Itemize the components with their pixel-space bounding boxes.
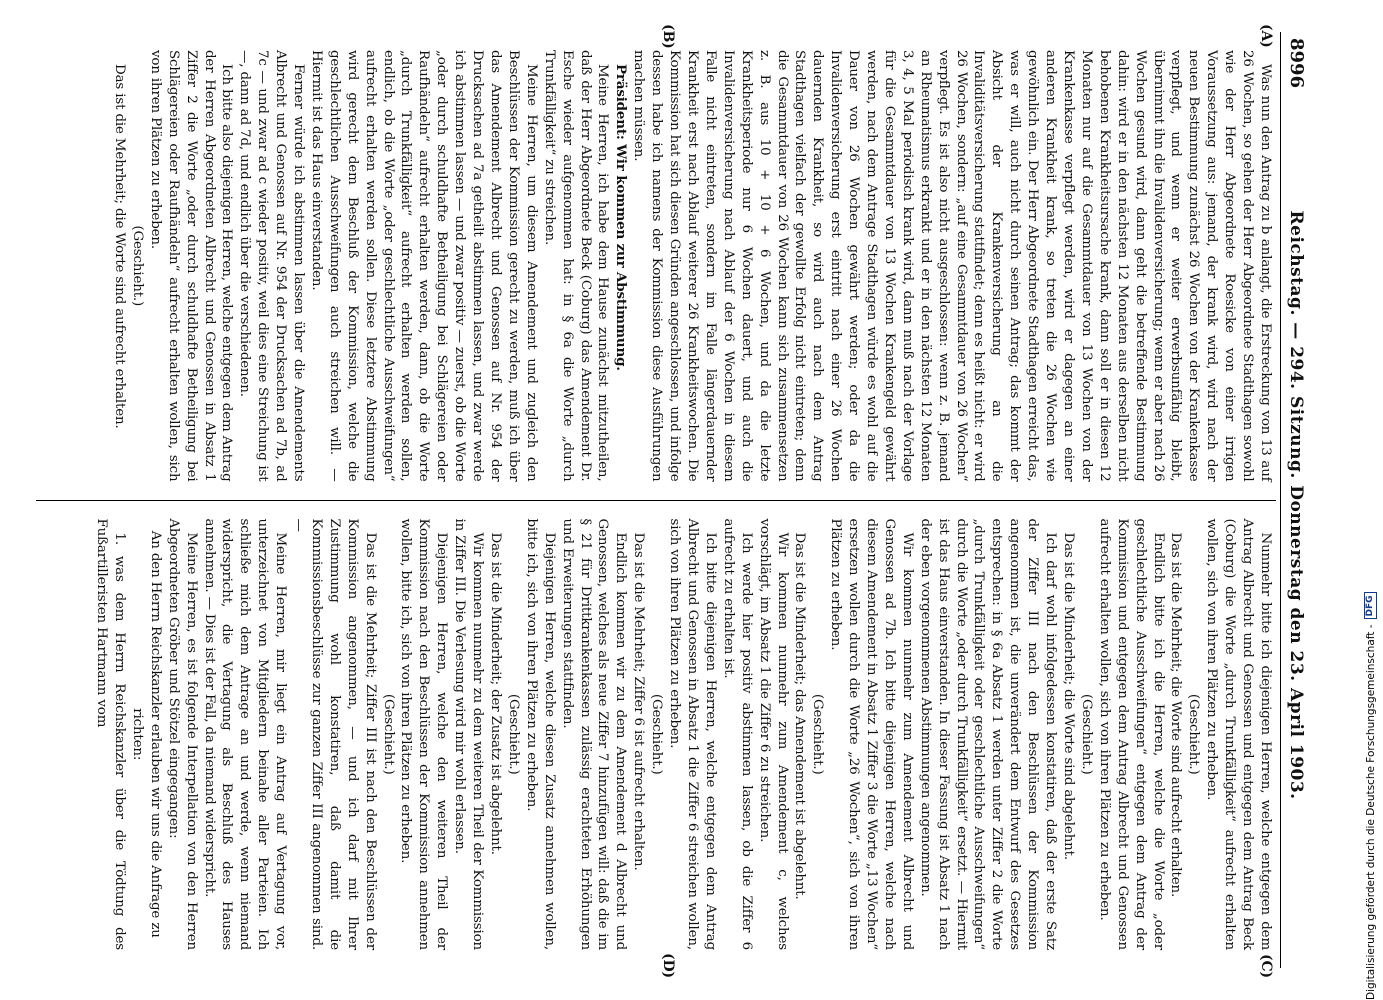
paragraph: Das ist die Mehrheit; die Worte sind aufrecht erhalten. [1168,532,1184,898]
paragraph: Was nun den Antrag zu b anlangt, die Erstreckung von 13 auf 26 Wochen, so gehen der Herr Abgeordnete Stadthagen sowohl wie der Herr Abgeordnete Roesicke von einer irrigen Voraussetzung aus: jemand, der krank wird, wird nach der neuen Bestimmung zunächst 26 Wochen von der Krankenkasse verpflegt, und wenn er weiter erwerbsunfähig bleibt, übernimmt ihn die Invalidenversicherung; wenn er aber nach 26 Wochen gesund wird, dann geht die betreffende Bestimmung dahin: wird er in den nächsten 12 Monaten aus derselben nicht behobenen Krankheitsursache krank, dann soll er in diesen 12 Monaten nur auf die Gesammtdauer von 13 Wochen von der Krankenkasse verpflegt werden, wird er dagegen an einer anderen Krankheit krank, so treten die 26 Wochen wie gewöhnlich ein. Der Herr Abgeordnete Stadthagen erreicht das, was er will, auch nicht durch seinen Antrag; das kommt der Absicht der Krankenversicherung an die Invaliditätsversicherung stattfindet; denn es heißt nicht: er wird 26 Wochen, sondern: „auf eine Gesammtdauer von 26 Wochen“ verpflegt. Es ist also nicht ausgeschlossen: wenn z. B. jemand an Rheumatismus erkrankt und er in den nächsten 12 Monaten 3, 4, 5 Mal periodisch krank wird, dann muß nach der Vorlage für die Gesammtdauer von 13 Wochen Krankengeld gewährt werden, nach dem Antrage Stadthagen würde es wohl auf die Dauer von 26 Wochen gewährt werden; oder da die Invalidenversicherung erst eintritt nach einer 26 Wochen dauernden Krankheit, so wird auch nach dem Antrag Stadthagen vielfach der gewollte Erfolg nicht eintreten; denn die Gesammtdauer von 26 Wochen kann sich zusammensetzen z. B. aus 10 + 10 + 6 Wochen, und da die letzte Krankheitsperiode nur 6 Wochen dauert, und auch die Invalidenversicherung nach Ablauf der 6 Wochen in diesem Falle nicht eintreten, sondern im Falle längerdauernder Krankheit erst nach Ablauf weiterer 26 Krankheitswochen. Die Kommission hat sich diesen Gründen angeschlossen, und infolge dessen habe ich namens der Kommission diese Ausführungen machen müssen. [631,50,1273,482]
paragraph: Ich bitte diejenigen Herren, welche entgegen dem Antrag Albrecht und Genossen in Absatz 1 die Ziffer 6 streichen wollen, sich von ihren Plätzen zu erheben. [667,518,718,950]
paragraph: Endlich bitte ich die Herren, welche die Worte „oder geschlechtliche Ausschweifungen“ entgegen dem Antrag der Kommission und entgegen dem Antrag Albrecht und Genossen aufrecht erhalten wollen, sich von ihren Plätzen zu erheben. [1096,518,1166,950]
page-header [1280,32,1307,968]
paragraph: Endlich kommen wir zu dem Amendement d Albrecht und Genossen, welches als neue Ziffer 7 hinzufügen will: daß die im § 21 für Drittkrankenkassen zulässig erachteten Erhöhungen und Erweiterungen stattfinden. [559,518,629,950]
paragraph: Diejenigen Herren, welche diesen Zusatz annehmen wollen, bitte ich, sich von ihren Plätzen zu erheben. [523,518,557,950]
margin-marker-d: (D) [660,953,676,978]
stage-direction: (Geschieht.) [649,693,665,775]
dfg-logo: DFG [1364,592,1377,619]
page-number: 8996 [1286,38,1307,89]
paragraph: Nunmehr bitte ich diejenigen Herren, welche entgegen dem Antrag Albrecht und Genossen und entgegen dem Antrag Beck (Coburg) die Worte „durch Trunkfälligkeit“ aufrecht erhalten wollen, sich von ihren Plätzen zu erheben. [1204,518,1273,950]
paragraph: Wir kommen nunmehr zum Amendement c, welches vorschlägt, im Absatz 1 die Ziffer 6 zu streichen. [756,518,790,950]
paragraph: Das ist die Minderheit; der Zusatz ist abgelehnt. [488,532,504,855]
paragraph: Wir kommen nunmehr zu dem weiteren Theil der Kommission in Ziffer III. Die Verlesung wird mir wohl erlassen. [452,518,486,950]
paragraph: Das ist die Mehrheit; Ziffer III ist nach den Beschlüssen der Kommission angenommen, — und ich darf mit Ihrer Zustimmung wohl konstatiren, daß damit die Kommissionsbeschlüsse zur ganzen Ziffer III angenommen sind. — [291,518,378,950]
paragraph: Meine Herren, es ist folgende Interpellation von den Herren Abgeordneten Gröber und Stötzel eingegangen: [165,518,199,950]
paragraph: Ich bitte also diejenigen Herren, welche entgegen dem Antrag der Herren Abgeordneten Albrecht und Genossen in Absatz 1 Ziffer 2 die Worte „oder durch schuldhafte Betheiligung bei Schlägereien oder Raufhändeln“ aufrecht erhalten wollen, sich von ihren Plätzen zu erheben. [147,50,235,482]
stage-direction: (Geschieht.) [129,225,145,307]
margin-marker-b: (B) [660,24,676,49]
paragraph-president: Präsident: Wir kommen zur Abstimmung. [613,64,630,371]
paragraph: Meine Herren, um diesem Amendement und zugleich den Beschlüssen der Kommission gerecht zu werden, muß ich über das Amendement Albrecht und Genossen auf Nr. 954 der Drucksachen ad 7a getheilt abstimmen lassen, und zwar werde ich abstimmen lassen — und zwar positiv — zuerst, ob die Worte „oder durch schuldhafte Betheiligung bei Schlägereien oder Raufhändeln“ aufrecht erhalten werden, dann, ob die Worte „durch Trunkfälligkeit“ aufrecht erhalten werden sollen, endlich, ob die Worte „oder geschlechtliche Ausschweifungen“ aufrecht erhalten werden sollen. Diese letztere Abstimmung wird gerecht dem Beschluß der Kommission, welche die geschlechtlichen Ausschweifungen auch streichen will. — Hiermit ist das Haus einverstanden. [308,50,539,482]
paragraph: Das ist die Minderheit; die Worte sind abgelehnt. [1061,532,1077,860]
paragraph-centered: An den Herrn Reichskanzler erlauben wir uns die Anfrage zu richten: [129,530,163,938]
paragraph: Ferner würde ich abstimmen lassen über die Amendements Albrecht und Genossen auf Nr. 954 der Drucksachen ad 7b, ad 7c — und zwar ad c wieder positiv, weil dies eine Streichung ist —, dann ad 7d, und endlich über die verschiedenen. [237,50,307,482]
stage-direction: (Geschieht.) [1186,693,1202,775]
paragraph: Ich werde hier positiv abstimmen lassen, ob die Ziffer 6 aufrecht zu erhalten ist. [720,518,754,950]
stage-direction: (Geschieht.) [810,693,826,775]
credit-text: Digitalisierung gefördert durch die Deutsche Forschungsgemeinschaft - [1364,624,1377,1000]
stage-direction: (Geschieht.) [505,693,521,775]
rotated-document-page [0,12,1325,988]
right-column [36,501,1276,978]
paragraph: Das ist die Minderheit; das Amendement ist abgelehnt. [792,532,808,900]
paragraph: 1. was dem Herrn Reichskanzler über die Tödtung des Fußartilleristen Hartmann vom [94,518,127,950]
paragraph: Meine Herren, ich habe dem Hause zunächst mitzutheilen, daß der Herr Abgeordnete Beck (Coburg) das Amendement Dr. Esche wieder aufgenommen hat: in § 6a die Worte „durch Trunkfälligkeit“ zu streichen. [541,50,611,482]
margin-marker-c: (C) [1258,954,1274,978]
paragraph: Wir kommen nunmehr zum Amendement Albrecht und Genossen ad 7b. Ich bitte diejenigen Herren, welche nach diesem Amendement in Absatz 1 Ziffer 3 die Worte „13 Wochen“ ersetzen wollen durch die Worte „26 Wochen“, sich von ihren Plätzen zu erheben. [828,518,915,950]
running-head: Reichstag. — 294. Sitzung. Donnerstag den 23. April 1903. [1286,210,1306,800]
stage-direction: (Geschieht.) [1078,693,1094,775]
margin-marker-a: (A) [1258,24,1274,48]
text-columns [36,24,1276,978]
paragraph: Ich darf wohl infolgedessen konstatiren, daß der erste Satz der Ziffer III nach den Beschlüssen der Kommission angenommen ist, die unverändert dem Entwurf des Gesetzes entsprechen: in § 6a Absatz 1 werden unter Ziffer 2 die Worte „durch Trunkfälligkeit oder geschlechtliche Ausschweifungen“ durch die Worte „oder durch Trunkfälligkeit“ ersetzt. — Hiermit ist das Haus einverstanden. In dieser Fassung ist Absatz 1 nach der eben vorgenommenen Abstimmungen angenommen. [917,518,1059,950]
digitization-credit [1364,592,1377,1000]
paragraph: Das ist die Mehrheit; die Worte sind aufrecht erhalten. [112,64,127,429]
paragraph: Diejenigen Herren, welche den weiteren Theil der Kommission nach den Beschlüssen der Kommission annehmen wollen, bitte ich, sich von ihren Plätzen zu erheben. [398,518,450,950]
stage-direction: (Geschieht.) [380,693,396,775]
left-column [36,24,1276,500]
paragraph: Meine Herren, mir liegt ein Antrag auf Vertagung vor, unterzeichnet von Mitgliedern beinahe aller Parteien. Ich schließe mich dem Antrage an und werde, wenn niemand widerspricht, die Vertagung als Beschluß des Hauses annehmen. — Dies ist der Fall, da niemand widerspricht. [201,518,289,950]
paragraph: Das ist die Mehrheit; Ziffer 6 ist aufrecht erhalten. [631,532,647,871]
